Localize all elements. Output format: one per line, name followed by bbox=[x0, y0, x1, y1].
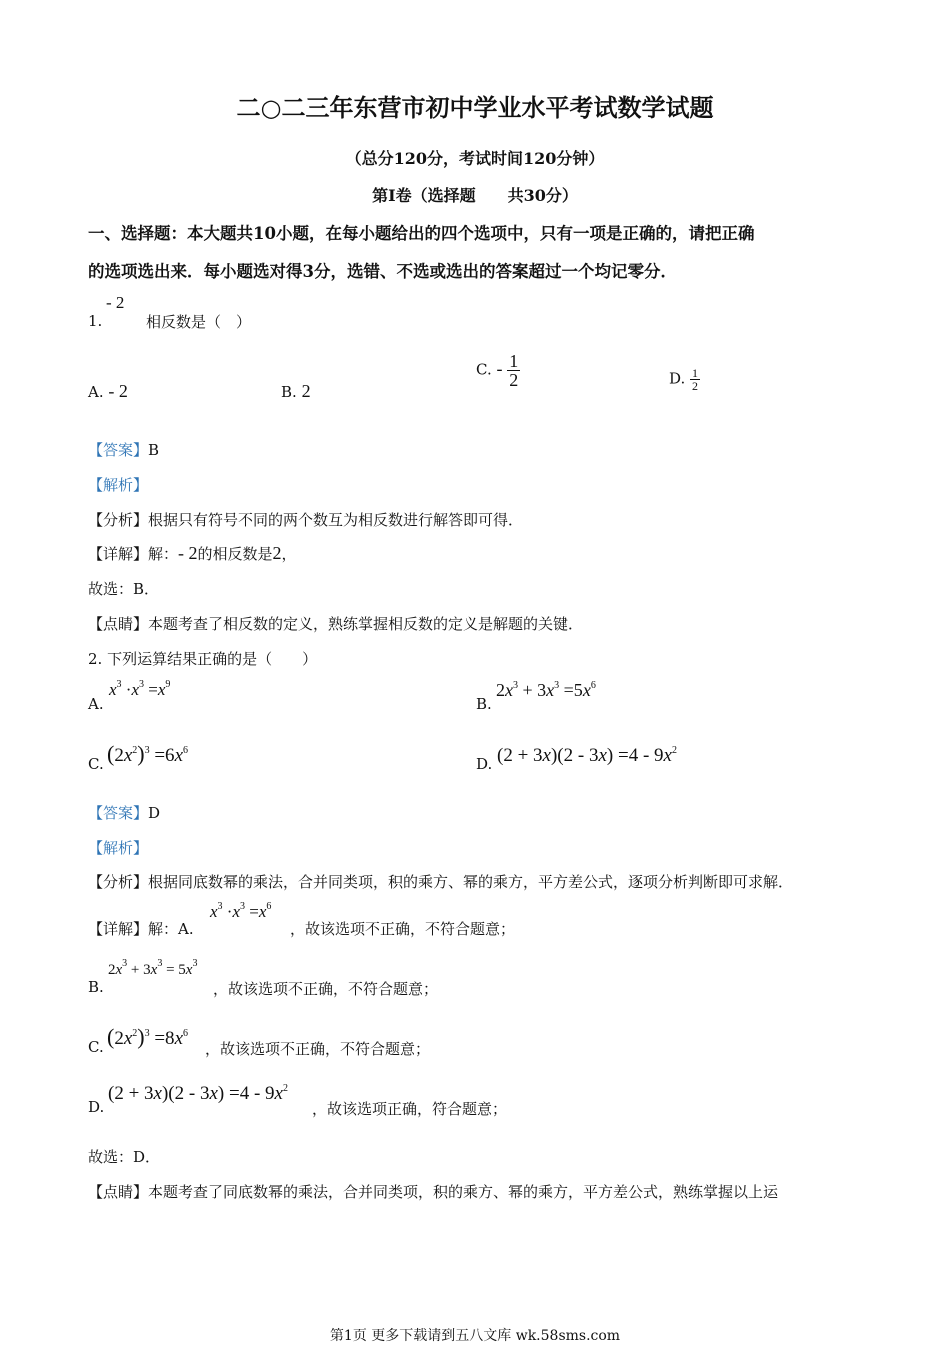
section-instructions-line2: 的选项选出来．每小题选对得3分，选错、不选或选出的答案超过一个均记零分． bbox=[88, 262, 677, 281]
q2-detail-b-label: B. bbox=[88, 978, 104, 996]
q2-option-a-formula: $x^3 \cdot x^3 =x^9$ bbox=[109, 679, 171, 699]
q2-detail-tag: 【详解】解：A. bbox=[88, 920, 194, 938]
q2-option-a-label: A. bbox=[88, 695, 104, 713]
q1-answer bbox=[88, 439, 159, 460]
q1-detail-tag: 【详解】解： bbox=[88, 545, 179, 563]
q2-detail-b-formula: $2x^3 + 3x^3 = 5x^3$ bbox=[108, 958, 198, 978]
q1-analysis-tag: 【解析】 bbox=[88, 476, 149, 494]
q1-detail-mid: 的相反数是 bbox=[197, 545, 273, 563]
q1-answer-value: B bbox=[148, 441, 160, 459]
q2-detail-d-note: ，故该选项正确，符合题意； bbox=[312, 1100, 508, 1118]
q1-option-d-denominator: 2 bbox=[692, 379, 699, 393]
page-title: 二○二三年东营市初中学业水平考试数学试题 bbox=[236, 93, 714, 122]
q1-option-b bbox=[281, 381, 311, 402]
q2-stem: 2. 下列运算结果正确的是（ ） bbox=[88, 650, 318, 668]
q1-detail-math1: - 2 bbox=[178, 543, 198, 563]
q1-option-d-label: D. bbox=[669, 369, 686, 388]
q1-option-c bbox=[476, 352, 520, 389]
q1-option-c-denominator: 2 bbox=[509, 370, 519, 390]
q2-choose: 故选：D． bbox=[88, 1148, 161, 1166]
q2-detail-c-label: C. bbox=[88, 1038, 104, 1056]
q2-detail-d-formula: $(2 + 3x)(2 - 3x) =4 - 9x^2$ bbox=[108, 1083, 288, 1104]
q2-answer bbox=[88, 802, 160, 823]
q2-fenxi: 【分析】根据同底数幂的乘法，合并同类项，积的乘方、幂的乘方，平方差公式，逐项分析判断即可求解． bbox=[88, 873, 794, 891]
part-heading: 第Ⅰ卷（选择题 共30分） bbox=[372, 186, 578, 205]
q2-detail-c-formula: $(2x^2)^3 =8x^6$ bbox=[107, 1024, 188, 1049]
q1-option-d-fraction bbox=[690, 367, 700, 392]
q1-dianjing: 【点睛】本题考查了相反数的定义，熟练掌握相反数的定义是解题的关键． bbox=[88, 615, 584, 633]
q1-fenxi: 【分析】根据只有符号不同的两个数互为相反数进行解答即可得． bbox=[88, 511, 524, 529]
q2-detail-a-formula: $x^3 \cdot x^3 =x^6$ bbox=[210, 901, 272, 921]
q2-option-d-formula: $(2 + 3x)(2 - 3x) =4 - 9x^2$ bbox=[497, 745, 677, 766]
q1-math: - 2 bbox=[106, 293, 125, 312]
q2-detail-d-label: D. bbox=[88, 1098, 105, 1116]
q2-option-d-label: D. bbox=[476, 755, 493, 773]
q1-option-b-value: 2 bbox=[301, 381, 311, 401]
q2-dianjing: 【点睛】本题考查了同底数幂的乘法，合并同类项，积的乘方、幂的乘方，平方差公式，熟练掌握以上运 bbox=[88, 1183, 779, 1201]
q1-stem: 相反数是（ ） bbox=[146, 313, 252, 331]
q1-option-a-label: A. bbox=[88, 383, 104, 401]
q2-analysis-tag: 【解析】 bbox=[88, 839, 149, 857]
page-footer: 第1页 更多下载请到五八文库 wk.58sms.com bbox=[329, 1328, 621, 1344]
q1-option-d-numerator: 1 bbox=[692, 366, 699, 380]
q1-option-c-sign: - bbox=[496, 358, 503, 379]
q1-option-b-label: B. bbox=[281, 383, 297, 401]
q2-option-c-label: C. bbox=[88, 755, 104, 773]
q2-option-b-formula: $2x^3 + 3x^3 =5x^6$ bbox=[496, 680, 596, 700]
q1-option-c-label: C. bbox=[476, 360, 492, 379]
q2-answer-tag: 【答案】 bbox=[88, 804, 149, 822]
q2-option-c-formula: $(2x^2)^3 =6x^6$ bbox=[107, 741, 188, 766]
q1-detail bbox=[88, 543, 297, 564]
q2-option-b-label: B. bbox=[476, 695, 492, 713]
q1-answer-tag: 【答案】 bbox=[88, 441, 149, 459]
q1-number: 1. bbox=[88, 312, 103, 330]
q2-detail-c-note: ，故该选项不正确，不符合题意； bbox=[205, 1040, 431, 1058]
q1-detail-end: ， bbox=[281, 545, 297, 563]
q2-detail-a-note: ，故该选项不正确，不符合题意； bbox=[290, 920, 516, 938]
q1-choose: 故选：B． bbox=[88, 580, 160, 598]
section-instructions-line1: 一、选择题：本大题共10小题，在每小题给出的四个选项中，只有一项是正确的，请把正确 bbox=[88, 224, 755, 243]
q1-option-c-numerator: 1 bbox=[509, 351, 519, 371]
exam-info: （总分120分，考试时间120分钟） bbox=[345, 149, 605, 168]
q1-detail-math2: 2 bbox=[272, 543, 282, 563]
q2-detail-b-note: ，故该选项不正确，不符合题意； bbox=[213, 980, 439, 998]
q1-option-d bbox=[669, 367, 700, 392]
q1-option-a-value: - 2 bbox=[108, 381, 128, 401]
q1-option-c-fraction bbox=[507, 352, 520, 389]
q1-option-a bbox=[88, 381, 128, 402]
q2-answer-value: D bbox=[148, 804, 161, 822]
